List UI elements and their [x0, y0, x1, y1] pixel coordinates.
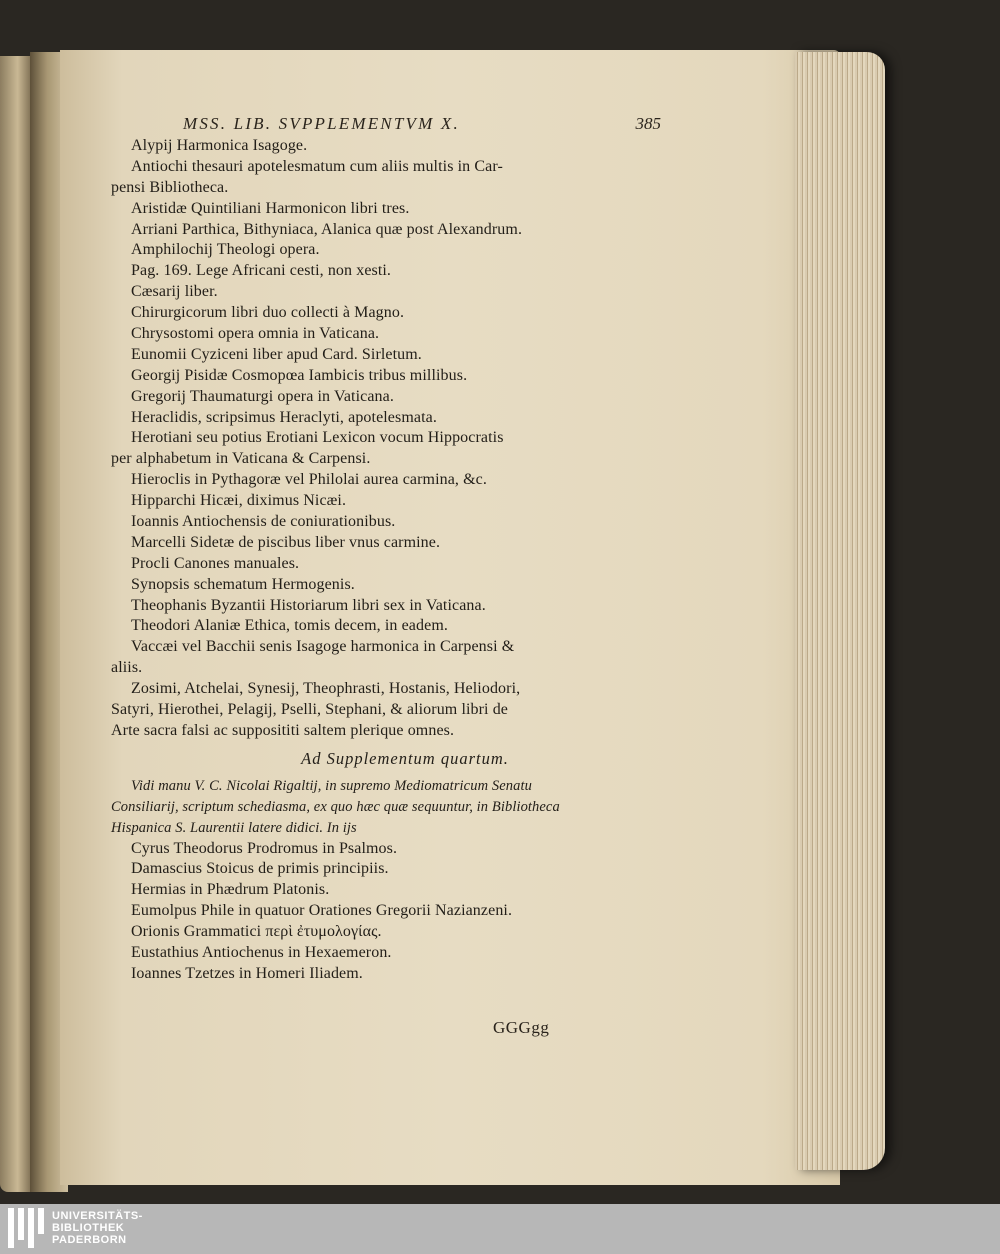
text-line: Hieroclis in Pythagoræ vel Philolai aurea carmina, &c. [131, 471, 487, 489]
intro-line: Hispanica S. Laurentii latere didici. In ijs [111, 819, 357, 836]
page-number: 385 [635, 114, 661, 133]
text-line: Procli Canones manuales. [131, 554, 300, 572]
text-line: pensi Bibliotheca. [111, 178, 229, 196]
text-line: Zosimi, Atchelai, Synesij, Theophrasti, Hostanis, Heliodori, [131, 680, 521, 698]
text-line: Arte sacra falsi ac supposititi saltem plerique omnes. [111, 721, 455, 739]
text-line: Antiochi thesauri apotelesmatum cum aliis multis in Car- [131, 157, 503, 175]
text-line: Eustathius Antiochenus in Hexaemeron. [131, 943, 392, 961]
text-line: Pag. 169. Lege Africani cesti, non xesti. [131, 262, 392, 280]
text-line: Hipparchi Hicæi, diximus Nicæi. [131, 492, 347, 510]
text-line: per alphabetum in Vaticana & Carpensi. [111, 450, 371, 468]
page-header [183, 110, 663, 138]
text-line: Orionis Grammatici περὶ ἐτυμολογίας. [131, 923, 382, 941]
text-line: Herotiani seu potius Erotiani Lexicon vocum Hippocratis [131, 429, 504, 447]
text-line: Cyrus Theodorus Prodromus in Psalmos. [131, 839, 398, 857]
text-line: Marcelli Sidetæ de piscibus liber vnus carmine. [131, 533, 441, 551]
text-line: Synopsis schematum Hermogenis. [131, 575, 355, 593]
section-heading: Ad Supplementum quartum. [301, 748, 509, 768]
text-line: Alypij Harmonica Isagoge. [131, 137, 308, 154]
text-line: Satyri, Hierothei, Pelagij, Pselli, Stephani, & aliorum libri de [111, 701, 509, 719]
text-line: Heraclidis, scripsimus Heraclyti, apotelesmata. [131, 408, 437, 426]
running-title: MSS. LIB. SVPPLEMENTVM X. [183, 114, 460, 133]
library-name-line: UNIVERSITÄTS- [52, 1210, 143, 1222]
library-name-line: BIBLIOTHEK [52, 1222, 125, 1234]
text-line: Vaccæi vel Bacchii senis Isagoge harmonica in Carpensi & [131, 638, 515, 656]
text-line: Ioannis Antiochensis de coniurationibus. [131, 513, 396, 531]
page-edges [795, 52, 885, 1170]
text-line: Gregorij Thaumaturgi opera in Vaticana. [131, 387, 394, 405]
text-line: Cæsarij liber. [131, 283, 218, 301]
library-logo-icon [8, 1208, 48, 1248]
intro-line: Vidi manu V. C. Nicolai Rigaltij, in supremo Mediomatricum Senatu [131, 777, 532, 794]
text-line: Aristidæ Quintiliani Harmonicon libri tres. [131, 199, 410, 217]
text-line: Eumolpus Phile in quatuor Orationes Gregorii Nazianzeni. [131, 902, 513, 920]
text-line: Amphilochij Theologi opera. [131, 241, 320, 259]
library-footer [0, 1204, 1000, 1254]
left-page-edge [0, 56, 32, 1192]
library-name [52, 1210, 143, 1246]
intro-line: Consiliarij, scriptum schediasma, ex quo hæc quæ sequuntur, in Bibliotheca [111, 798, 560, 815]
catchword: GGGgg [493, 1018, 550, 1037]
text-line: Arriani Parthica, Bithyniaca, Alanica quæ post Alexandrum. [131, 220, 523, 238]
text-line: Damascius Stoicus de primis principiis. [131, 860, 389, 878]
text-line: aliis. [111, 659, 143, 677]
library-name-line: PADERBORN [52, 1234, 127, 1246]
text-line: Ioannes Tzetzes in Homeri Iliadem. [131, 964, 363, 982]
text-line: Georgij Pisidæ Cosmopœa Iambicis tribus millibus. [131, 366, 468, 384]
page-text-block [105, 110, 665, 1037]
text-line: Chrysostomi opera omnia in Vaticana. [131, 325, 380, 343]
text-line: Theodori Alaniæ Ethica, tomis decem, in eadem. [131, 617, 448, 635]
text-line: Eunomii Cyziceni liber apud Card. Sirletum. [131, 345, 422, 363]
text-line: Chirurgicorum libri duo collecti à Magno. [131, 304, 405, 322]
text-lines [105, 136, 665, 985]
text-line: Hermias in Phædrum Platonis. [131, 881, 330, 899]
text-line: Theophanis Byzantii Historiarum libri sex in Vaticana. [131, 596, 486, 614]
